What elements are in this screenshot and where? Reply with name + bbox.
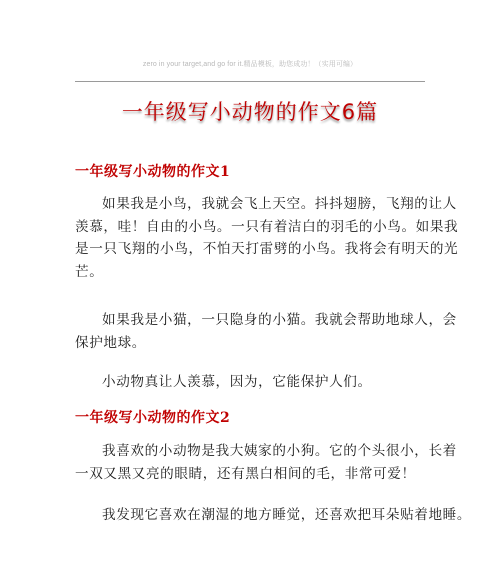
- paragraph-line: 保护地球。: [75, 334, 146, 351]
- paragraph-line: 我发现它喜欢在潮湿的地方睡觉，还喜欢把耳朵贴着地睡。: [102, 507, 472, 523]
- header-divider: [75, 81, 425, 82]
- paragraph-line: 我喜欢的小动物是我大姨家的小狗。它的个头很小，长着: [102, 443, 457, 459]
- paragraph: [75, 193, 459, 284]
- paragraph: [75, 504, 472, 527]
- section-heading: 一年级写小动物的作文1: [75, 164, 231, 180]
- document-title: 一年级写小动物的作文6篇: [121, 100, 379, 124]
- page-header-text: zero in your target,and go for it.精品模板，助您成功！（实用可编）: [142, 61, 358, 68]
- paragraph-line: 是一只飞翔的小鸟，不怕天打雷劈的小鸟。我将会有明天的光: [75, 241, 459, 258]
- section-heading: 一年级写小动物的作文2: [75, 410, 231, 426]
- paragraph-line: 小动物真让人羡慕，因为，它能保护人们。: [102, 374, 372, 390]
- paragraph: [75, 440, 457, 485]
- paragraph-line: 如果我是小鸟，我就会飞上天空。抖抖翅膀，飞翔的让人: [102, 196, 457, 212]
- paragraph-line: 羡慕，哇！自由的小鸟。一只有着洁白的羽毛的小鸟。如果我: [75, 218, 459, 235]
- paragraph-line: 如果我是小猫，一只隐身的小猫。我就会帮助地球人，会: [102, 312, 457, 328]
- paragraph-line: 芒。: [75, 264, 104, 281]
- paragraph-line: 一双又黑又亮的眼睛，还有黑白相间的毛，非常可爱！: [75, 465, 416, 482]
- paragraph: [75, 371, 425, 394]
- paragraph: [75, 309, 457, 354]
